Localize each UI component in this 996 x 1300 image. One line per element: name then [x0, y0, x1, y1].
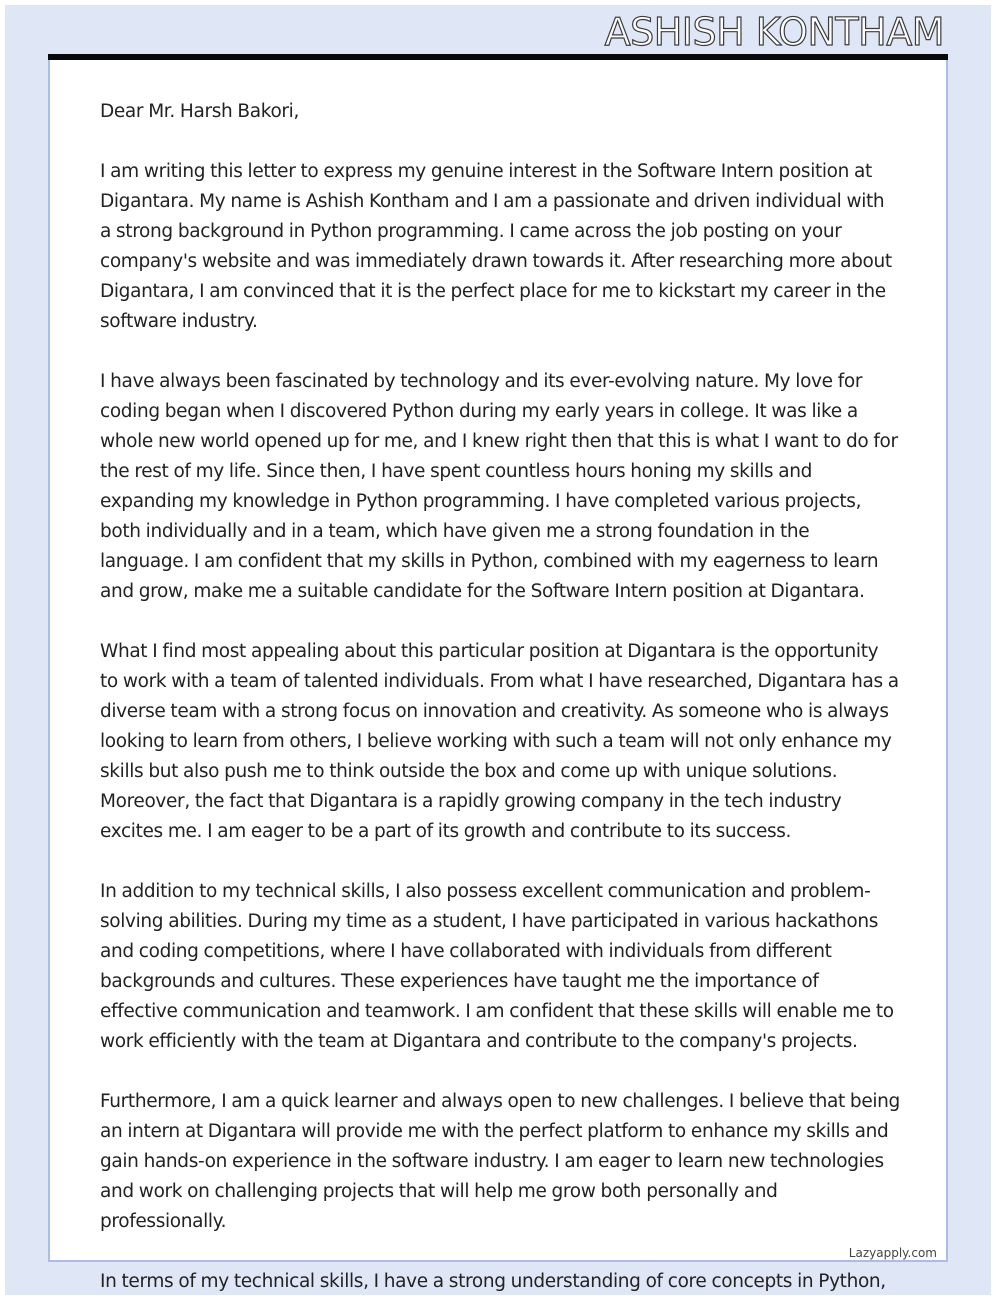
cover-letter-body [100, 97, 900, 1267]
letter-paragraph-motivation: What I find most appealing about this particular position at Digantara is the opportunity to work with a team of talented individuals. From what I have researched, Digantara has a diverse team with a strong focus on innovation and creativity. As someone who is always looking to learn from others, I believe working with such a team will not only enhance my skills but also push me to think outside the box and come up with unique solutions. Moreover, the fact that Digantara is a rapidly growing company in the tech industry excites me. I am eager to be a part of its growth and contribute to its success. [100, 641, 899, 842]
letter-paragraph-background: I have always been fascinated by technology and its ever-evolving nature. My love for coding began when I discovered Python during my early years in college. It was like a whole new world opened up for me, and I knew right then that this is what I want to do for the rest of my life. Since then, I have spent countless hours honing my skills and expanding my knowledge in Python programming. I have completed various projects, both individually and in a team, which have given me a strong foundation in the language. I am confident that my skills in Python, combined with my eagerness to learn and grow, make me a suitable candidate for the Software Intern position at Digantara. [100, 371, 898, 602]
watermark-text: Lazyapply.com [848, 1246, 937, 1260]
letter-paragraph-learning: Furthermore, I am a quick learner and always open to new challenges. I believe that being an intern at Digantara will provide me with the perfect platform to enhance my skills and gain hands-on experience in the software industry. I am eager to learn new technologies and work on challenging projects that will help me grow both personally and professionally. [100, 1091, 900, 1232]
letter-paragraph-intro: I am writing this letter to express my genuine interest in the Software Intern position at Digantara. My name is Ashish Kontham and I am a passionate and driven individual with a strong background in Python programming. I came across the job posting on your company's website and was immediately drawn towards it. After researching more about Digantara, I am convinced that it is the perfect place for me to kickstart my career in the software industry. [100, 161, 892, 332]
letter-paragraph-technical-skills-start: In terms of my technical skills, I have a strong understanding of core concepts in Python, [100, 1271, 886, 1292]
letter-paragraph-soft-skills: In addition to my technical skills, I also possess excellent communication and problem-solving abilities. During my time as a student, I have participated in various hackathons and coding competitions, where I have collaborated with individuals from different backgrounds and cultures. These experiences have taught me the importance of effective communication and teamwork. I am confident that these skills will enable me to work efficiently with the team at Digantara and contribute to the company's projects. [100, 881, 894, 1052]
applicant-name-heading: ASHISH KONTHAM [604, 10, 944, 54]
letter-greeting: Dear Mr. Harsh Bakori, [100, 101, 300, 122]
